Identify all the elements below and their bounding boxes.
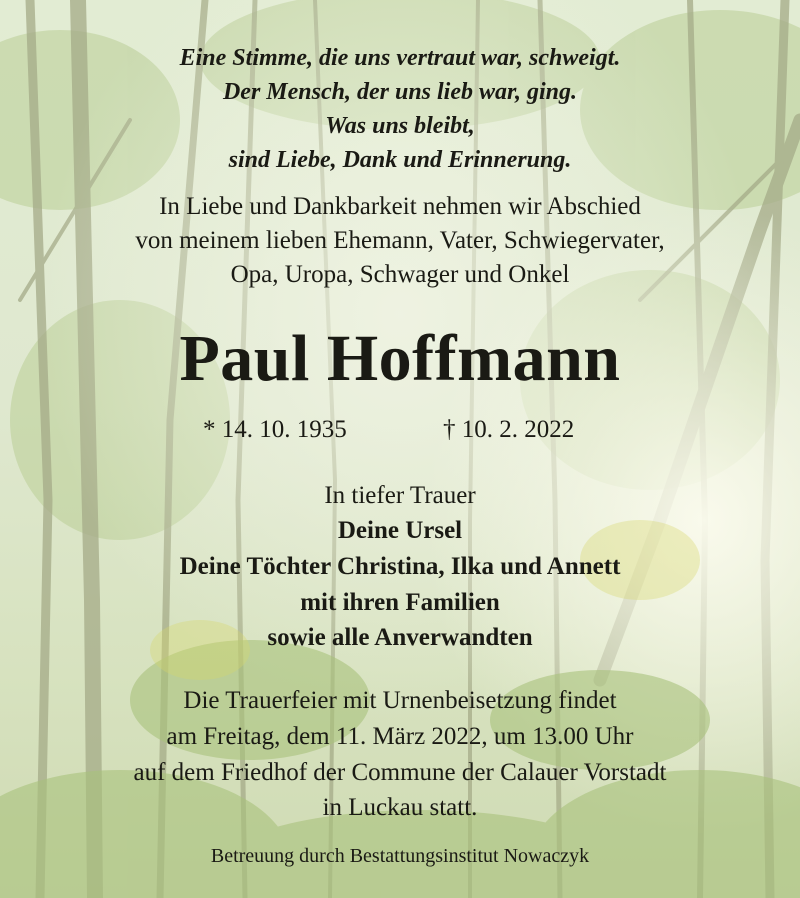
intro-line-3: Opa, Uropa, Schwager und Onkel xyxy=(230,261,570,288)
poem-line-1: Eine Stimme, die uns vertraut war, schweigt. xyxy=(179,45,621,71)
mourner-line-4: sowie alle Anverwandten xyxy=(267,624,533,651)
mourner-line-1: Deine Ursel xyxy=(337,517,463,544)
death-date: † 10. 2. 2022 xyxy=(443,416,575,443)
birth-date: * 14. 10. 1935 xyxy=(203,416,347,443)
service-line-1: Die Trauerfeier mit Urnenbeisetzung findet xyxy=(183,687,617,714)
mourning-heading: In tiefer Trauer xyxy=(324,482,476,509)
service-line-2: am Freitag, dem 11. März 2022, um 13.00 Uhr xyxy=(166,723,634,750)
mourner-line-2: Deine Töchter Christina, Ilka und Annett xyxy=(179,553,621,580)
poem-line-3: Was uns bleibt, xyxy=(325,113,475,139)
intro-line-2: von meinem lieben Ehemann, Vater, Schwiegervater, xyxy=(135,227,665,254)
deceased-name: Paul Hoffmann xyxy=(179,322,621,395)
poem-line-2: Der Mensch, der uns lieb war, ging. xyxy=(222,79,578,105)
mourner-line-3: mit ihren Familien xyxy=(300,589,500,616)
funeral-home-credit: Betreuung durch Bestattungsinstitut Nowaczyk xyxy=(210,845,590,867)
poem-line-4: sind Liebe, Dank und Erinnerung. xyxy=(228,147,572,173)
intro-line-1: In Liebe und Dankbarkeit nehmen wir Abschied xyxy=(159,193,641,220)
service-line-4: in Luckau statt. xyxy=(322,794,478,821)
service-line-3: auf dem Friedhof der Commune der Calauer Vorstadt xyxy=(133,759,667,786)
